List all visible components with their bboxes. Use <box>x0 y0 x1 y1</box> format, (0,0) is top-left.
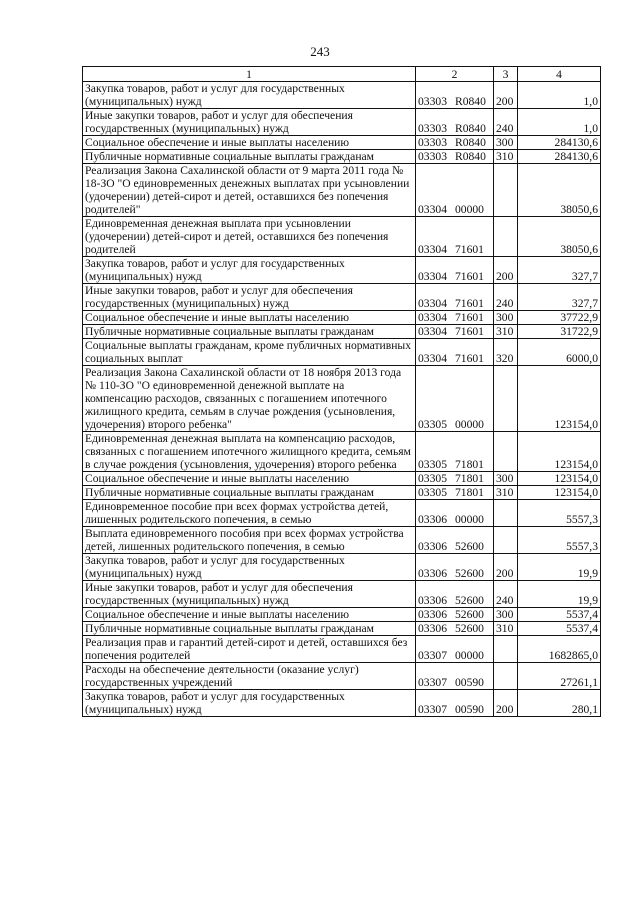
row-code-direction: R0840 <box>454 95 486 108</box>
row-amount: 6000,0 <box>518 339 601 366</box>
row-code-program: 03305 <box>418 418 447 431</box>
table-row <box>83 500 601 527</box>
row-name: Реализация прав и гарантий детей-сирот и детей, оставшихся без попечения родителей <box>83 636 416 663</box>
row-expense-type <box>494 636 518 663</box>
row-amount: 5537,4 <box>518 622 601 636</box>
table-row <box>83 622 601 636</box>
row-expense-type: 310 <box>494 622 518 636</box>
row-expense-type <box>494 527 518 554</box>
row-amount: 123154,0 <box>518 472 601 486</box>
row-name: Закупка товаров, работ и услуг для государственных (муниципальных) нужд <box>83 690 416 717</box>
row-code <box>416 325 494 339</box>
row-code-direction: 71801 <box>454 458 484 471</box>
row-code-direction: 00000 <box>454 649 484 662</box>
row-code-direction: 71601 <box>454 311 484 324</box>
row-amount: 5537,4 <box>518 608 601 622</box>
row-name: Публичные нормативные социальные выплаты гражданам <box>83 325 416 339</box>
row-amount: 284130,6 <box>518 136 601 150</box>
row-code <box>416 486 494 500</box>
row-name: Закупка товаров, работ и услуг для государственных (муниципальных) нужд <box>83 554 416 581</box>
row-code-program: 03304 <box>418 243 447 256</box>
row-code-direction: 71601 <box>454 297 484 310</box>
row-code-program: 03306 <box>418 540 447 553</box>
row-amount: 123154,0 <box>518 486 601 500</box>
row-code <box>416 622 494 636</box>
row-expense-type: 240 <box>494 109 518 136</box>
row-code-direction: 00000 <box>454 203 484 216</box>
row-code <box>416 663 494 690</box>
row-code-direction: 52600 <box>454 608 484 621</box>
row-code-program: 03304 <box>418 297 447 310</box>
row-code-direction: 52600 <box>454 567 484 580</box>
table-body <box>83 82 601 717</box>
table-row <box>83 663 601 690</box>
row-code-program: 03306 <box>418 608 447 621</box>
row-code <box>416 581 494 608</box>
table-row <box>83 150 601 164</box>
row-expense-type: 200 <box>494 690 518 717</box>
table-row <box>83 690 601 717</box>
row-code-direction: 71601 <box>454 243 484 256</box>
row-code-direction: 00590 <box>454 676 484 689</box>
row-amount: 1,0 <box>518 82 601 109</box>
row-amount: 1,0 <box>518 109 601 136</box>
table-row <box>83 109 601 136</box>
row-expense-type: 310 <box>494 150 518 164</box>
row-code <box>416 366 494 432</box>
row-expense-type: 300 <box>494 608 518 622</box>
row-expense-type <box>494 500 518 527</box>
row-name: Публичные нормативные социальные выплаты гражданам <box>83 486 416 500</box>
row-code-program: 03306 <box>418 513 447 526</box>
row-code <box>416 136 494 150</box>
header-col-amount: 4 <box>518 67 601 82</box>
row-code-program: 03303 <box>418 150 447 163</box>
row-name: Реализация Закона Сахалинской области от 18 ноября 2013 года № 110-ЗО "О единовременной денежной выплате на компенсацию расходов, связанных с погашением ипотечного жилищного кредита, семьям в случае рождения (усыновления, удочерения) второго ребенка" <box>83 366 416 432</box>
row-code <box>416 150 494 164</box>
header-col-vr: 3 <box>494 67 518 82</box>
row-name: Иные закупки товаров, работ и услуг для обеспечения государственных (муниципальных) нужд <box>83 284 416 311</box>
row-amount: 123154,0 <box>518 432 601 472</box>
row-code <box>416 554 494 581</box>
row-code-program: 03303 <box>418 95 447 108</box>
row-code-program: 03307 <box>418 676 447 689</box>
row-code-program: 03307 <box>418 703 447 716</box>
table-row <box>83 284 601 311</box>
row-expense-type: 200 <box>494 82 518 109</box>
row-code <box>416 432 494 472</box>
row-code-program: 03306 <box>418 622 447 635</box>
row-amount: 27261,1 <box>518 663 601 690</box>
row-code <box>416 82 494 109</box>
row-expense-type: 240 <box>494 581 518 608</box>
row-name: Закупка товаров, работ и услуг для государственных (муниципальных) нужд <box>83 82 416 109</box>
row-amount: 37722,9 <box>518 311 601 325</box>
table-row <box>83 554 601 581</box>
row-code <box>416 257 494 284</box>
row-name: Выплата единовременного пособия при всех формах устройства детей, лишенных родительского попечения, в семью <box>83 527 416 554</box>
row-amount: 38050,6 <box>518 164 601 217</box>
row-code-direction: 71601 <box>454 270 484 283</box>
row-code-program: 03305 <box>418 486 447 499</box>
row-code-direction: 52600 <box>454 622 484 635</box>
table-row <box>83 257 601 284</box>
row-amount: 5557,3 <box>518 500 601 527</box>
row-code-program: 03304 <box>418 203 447 216</box>
header-col-code: 2 <box>416 67 494 82</box>
row-code-program: 03304 <box>418 311 447 324</box>
row-expense-type: 320 <box>494 339 518 366</box>
row-code <box>416 109 494 136</box>
row-code-program: 03303 <box>418 122 447 135</box>
row-code-program: 03304 <box>418 325 447 338</box>
row-name: Социальное обеспечение и иные выплаты населению <box>83 136 416 150</box>
row-expense-type: 300 <box>494 311 518 325</box>
row-name: Социальное обеспечение и иные выплаты населению <box>83 311 416 325</box>
row-expense-type <box>494 432 518 472</box>
row-name: Единовременное пособие при всех формах устройства детей, лишенных родительского попечения, в семью <box>83 500 416 527</box>
row-expense-type: 310 <box>494 486 518 500</box>
table-row <box>83 486 601 500</box>
row-code <box>416 500 494 527</box>
row-code <box>416 527 494 554</box>
row-amount: 327,7 <box>518 257 601 284</box>
row-name: Социальное обеспечение и иные выплаты населению <box>83 472 416 486</box>
row-code-direction: R0840 <box>454 150 486 163</box>
row-name: Закупка товаров, работ и услуг для государственных (муниципальных) нужд <box>83 257 416 284</box>
table-row <box>83 636 601 663</box>
row-name: Социальные выплаты гражданам, кроме публичных нормативных социальных выплат <box>83 339 416 366</box>
row-expense-type: 240 <box>494 284 518 311</box>
table-row <box>83 136 601 150</box>
row-amount: 19,9 <box>518 554 601 581</box>
row-name: Единовременная денежная выплата на компенсацию расходов, связанных с погашением ипотечного жилищного кредита, семьям в случае рождения (усыновления, удочерения) второго ребенка <box>83 432 416 472</box>
row-code-program: 03304 <box>418 352 447 365</box>
budget-table <box>82 66 601 717</box>
row-code-direction: 71601 <box>454 352 484 365</box>
row-amount: 1682865,0 <box>518 636 601 663</box>
row-expense-type <box>494 217 518 257</box>
row-name: Иные закупки товаров, работ и услуг для обеспечения государственных (муниципальных) нужд <box>83 581 416 608</box>
row-code-program: 03306 <box>418 567 447 580</box>
row-expense-type: 310 <box>494 325 518 339</box>
row-code-direction: R0840 <box>454 136 486 149</box>
table-row <box>83 325 601 339</box>
row-name: Иные закупки товаров, работ и услуг для обеспечения государственных (муниципальных) нужд <box>83 109 416 136</box>
row-expense-type <box>494 366 518 432</box>
row-amount: 31722,9 <box>518 325 601 339</box>
row-expense-type: 200 <box>494 257 518 284</box>
row-name: Публичные нормативные социальные выплаты гражданам <box>83 150 416 164</box>
row-code <box>416 284 494 311</box>
row-code <box>416 339 494 366</box>
row-amount: 327,7 <box>518 284 601 311</box>
row-amount: 284130,6 <box>518 150 601 164</box>
row-code-program: 03304 <box>418 270 447 283</box>
row-code-direction: 00590 <box>454 703 484 716</box>
row-name: Единовременная денежная выплата при усыновлении (удочерении) детей-сирот и детей, оставшихся без попечения родителей <box>83 217 416 257</box>
header-row <box>83 67 601 82</box>
row-name: Публичные нормативные социальные выплаты гражданам <box>83 622 416 636</box>
row-code-direction: 71801 <box>454 472 484 485</box>
row-code-direction: 52600 <box>454 594 484 607</box>
page-number: 243 <box>310 44 330 59</box>
row-code <box>416 690 494 717</box>
row-amount: 38050,6 <box>518 217 601 257</box>
row-amount: 5557,3 <box>518 527 601 554</box>
table-row <box>83 472 601 486</box>
table-row <box>83 82 601 109</box>
row-code-direction: R0840 <box>454 122 486 135</box>
header-col-name: 1 <box>83 67 416 82</box>
row-name: Реализация Закона Сахалинской области от 9 марта 2011 года № 18-ЗО "О единовременных денежных выплатах при усыновлении (удочерении) детей-сирот и детей, оставшихся без попечения родителей" <box>83 164 416 217</box>
row-code-direction: 52600 <box>454 540 484 553</box>
row-code-direction: 00000 <box>454 513 484 526</box>
row-code-program: 03307 <box>418 649 447 662</box>
row-expense-type: 200 <box>494 554 518 581</box>
row-code-direction: 71601 <box>454 325 484 338</box>
row-code-program: 03305 <box>418 472 447 485</box>
table-row <box>83 527 601 554</box>
table-row <box>83 311 601 325</box>
row-code <box>416 472 494 486</box>
row-expense-type <box>494 164 518 217</box>
row-name: Расходы на обеспечение деятельности (оказание услуг) государственных учреждений <box>83 663 416 690</box>
table-row <box>83 366 601 432</box>
row-code <box>416 164 494 217</box>
row-name: Социальное обеспечение и иные выплаты населению <box>83 608 416 622</box>
row-amount: 19,9 <box>518 581 601 608</box>
table-row <box>83 432 601 472</box>
row-code-program: 03305 <box>418 458 447 471</box>
row-code <box>416 311 494 325</box>
table-row <box>83 217 601 257</box>
row-code-direction: 00000 <box>454 418 484 431</box>
row-code <box>416 217 494 257</box>
table-row <box>83 581 601 608</box>
row-amount: 123154,0 <box>518 366 601 432</box>
row-expense-type <box>494 663 518 690</box>
table-row <box>83 608 601 622</box>
table-row <box>83 339 601 366</box>
row-code <box>416 608 494 622</box>
table-row <box>83 164 601 217</box>
row-code <box>416 636 494 663</box>
row-amount: 280,1 <box>518 690 601 717</box>
row-code-direction: 71801 <box>454 486 484 499</box>
row-expense-type: 300 <box>494 472 518 486</box>
row-expense-type: 300 <box>494 136 518 150</box>
row-code-program: 03303 <box>418 136 447 149</box>
row-code-program: 03306 <box>418 594 447 607</box>
